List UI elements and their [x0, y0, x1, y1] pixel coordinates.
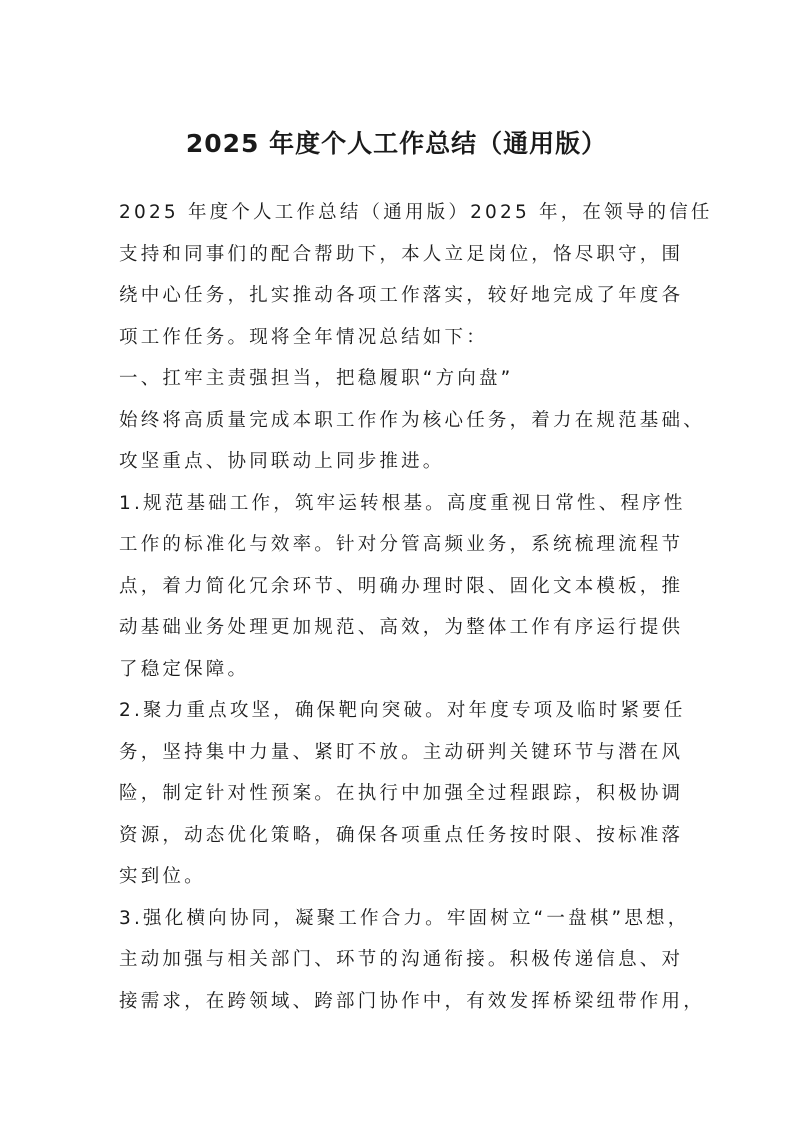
- body-line: 2025 年度个人工作总结（通用版）2025 年，在领导的信任: [119, 202, 713, 223]
- body-line: 务，坚持集中力量、紧盯不放。主动研判关键环节与潜在风: [119, 741, 684, 763]
- body-line: 点，着力简化冗余环节、明确办理时限、固化文本模板，推: [119, 575, 684, 597]
- body-line: 攻坚重点、协同联动上同步推进。: [119, 451, 445, 472]
- body-line: 项工作任务。现将全年情况总结如下：: [119, 326, 488, 348]
- body-line: 1.规范基础工作，筑牢运转根基。高度重视日常性、程序性: [119, 492, 686, 514]
- body-line: 动基础业务处理更加规范、高效，为整体工作有序运行提供: [119, 617, 684, 638]
- body-line: 主动加强与相关部门、环节的沟通衔接。积极传递信息、对: [119, 949, 684, 970]
- document-title: 2025 年度个人工作总结（通用版）: [185, 129, 608, 158]
- body-line: 资源，动态优化策略，确保各项重点任务按时限、按标准落: [119, 824, 684, 846]
- document-body: [119, 192, 713, 1022]
- body-line: 2.聚力重点攻坚，确保靶向突破。对年度专项及临时紧要任: [119, 700, 686, 721]
- body-line: 支持和同事们的配合帮助下，本人立足岗位，恪尽职守，围: [119, 243, 684, 265]
- body-line: 始终将高质量完成本职工作作为核心任务，着力在规范基础、: [119, 409, 705, 431]
- body-line: 实到位。: [119, 866, 206, 887]
- body-line: 险，制定针对性预案。在执行中加强全过程跟踪，积极协调: [119, 783, 684, 804]
- body-line: 接需求，在跨领域、跨部门协作中，有效发挥桥梁纽带作用，: [119, 990, 705, 1012]
- body-line: 了稳定保障。: [119, 658, 250, 680]
- section-heading: 一、扛牢主责强担当，把稳履职“方向盘”: [119, 368, 514, 389]
- body-line: 绕中心任务，扎实推动各项工作落实，较好地完成了年度各: [119, 285, 684, 306]
- body-line: 3.强化横向协同，凝聚工作合力。牢固树立“一盘棋”思想，: [119, 907, 690, 929]
- body-line: 工作的标准化与效率。针对分管高频业务，系统梳理流程节: [119, 534, 684, 555]
